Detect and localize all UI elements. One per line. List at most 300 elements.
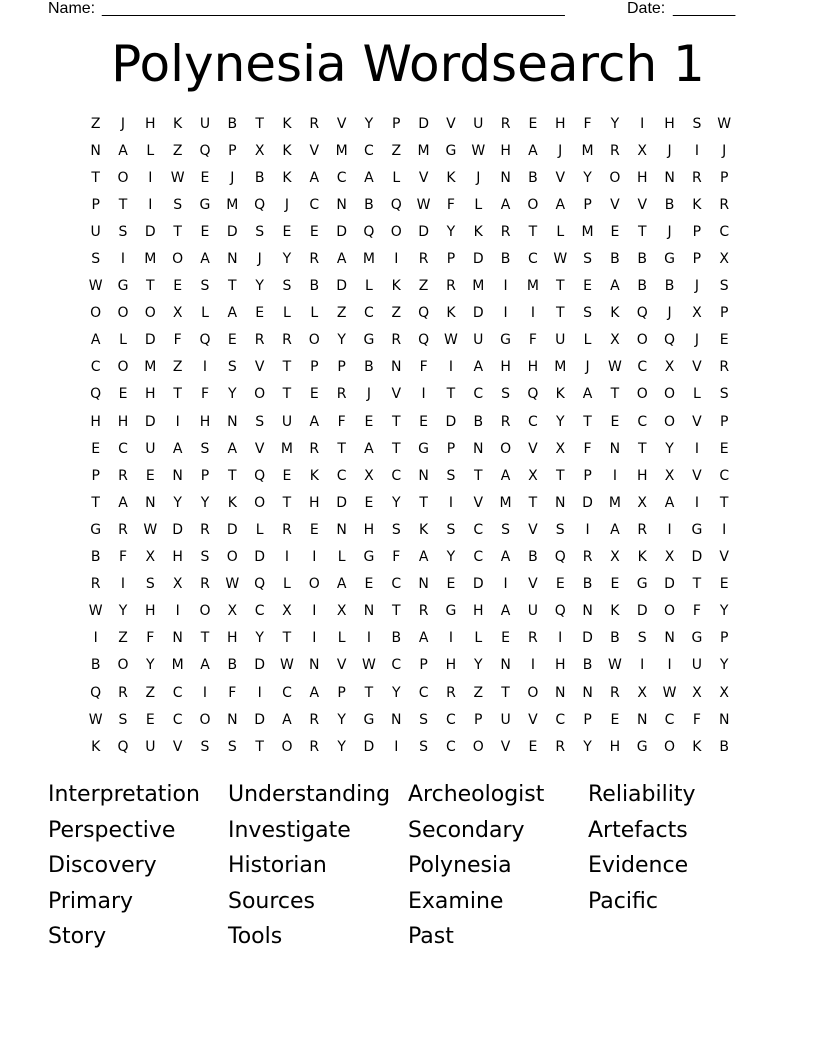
grid-letter: I [202,684,208,701]
grid-letter: Y [473,657,483,674]
grid-letter: R [118,521,128,538]
word-list-item: Perspective [48,817,176,843]
grid-letter: S [118,711,128,728]
grid-letter: D [691,549,703,566]
grid-letter: I [448,359,453,376]
grid-letter: F [200,386,209,403]
grid-letter: H [199,413,211,430]
grid-letter: V [528,521,538,538]
grid-letter: D [254,711,266,728]
grid-letter: S [227,359,237,376]
grid-letter: S [583,305,593,322]
grid-letter: Y [446,223,456,240]
grid-letter: Z [90,115,101,132]
grid-letter: O [144,305,156,322]
grid-letter: M [280,440,293,457]
grid-letter: G [445,603,457,620]
grid-letter: O [117,657,129,674]
grid-letter: L [692,386,701,403]
grid-letter: H [472,603,484,620]
grid-letter: I [257,684,262,701]
grid-letter: R [418,251,429,268]
grid-letter: Y [228,386,237,403]
grid-letter: N [582,684,593,701]
grid-letter: J [366,386,372,403]
grid-letter: J [284,196,290,213]
grid-letter: R [446,278,456,295]
grid-letter: L [201,305,209,322]
grid-letter: S [637,630,647,647]
grid-letter: U [145,738,156,755]
grid-letter: I [503,576,508,593]
grid-letter: N [172,630,183,647]
word-list-item: Understanding [228,782,391,807]
grid-letter: T [255,738,264,755]
grid-row [82,598,738,625]
grid-letter: N [664,169,675,186]
grid-letter: M [526,278,539,295]
grid-letter: O [254,494,266,511]
grid-letter: I [202,359,208,376]
grid-letter: E [200,223,210,240]
grid-letter: B [364,196,374,213]
grid-row [82,571,738,598]
word-list-item: Artefacts [588,817,688,843]
grid-letter: H [90,413,101,430]
grid-letter: Y [173,494,182,511]
grid-letter: P [200,467,210,484]
grid-letter: X [227,603,238,620]
grid-letter: S [446,521,456,538]
word-list-item: Discovery [48,853,157,879]
grid-letter: E [583,278,592,295]
grid-letter: Q [418,305,430,322]
grid-letter: E [364,576,374,593]
grid-letter: E [610,223,620,240]
grid-letter: M [144,251,157,268]
grid-letter: N [555,684,566,701]
grid-letter: X [172,305,183,322]
grid-letter: N [636,711,648,728]
grid-letter: T [473,467,483,484]
grid-letter: L [365,278,373,295]
grid-letter: C [446,711,456,728]
grid-letter: N [363,603,375,620]
grid-letter: X [610,549,620,566]
grid-letter: P [692,251,702,268]
grid-row [82,273,738,300]
grid-letter: X [145,549,156,566]
grid-letter: A [200,657,210,674]
grid-letter: B [610,251,620,268]
grid-letter: A [282,711,292,728]
grid-letter: N [90,142,101,159]
grid-letter: T [692,576,702,593]
grid-letter: U [473,115,484,132]
grid-letter: S [719,278,729,295]
grid-letter: Y [610,115,620,132]
grid-letter: R [528,630,538,647]
grid-letter: A [528,142,538,159]
grid-row [82,381,738,408]
grid-letter: G [90,521,102,538]
grid-letter: W [471,142,486,159]
grid-letter: K [309,467,319,484]
grid-letter: O [199,711,211,728]
grid-letter: E [419,413,429,430]
grid-letter: V [500,738,511,755]
word-list-item: Historian [228,853,327,879]
grid-letter: S [583,251,593,268]
grid-letter: H [554,657,566,674]
grid-letter: C [473,549,484,566]
grid-letter: E [719,332,729,349]
grid-letter: U [145,440,156,457]
grid-letter: W [88,603,103,620]
grid-letter: G [445,142,457,159]
grid-letter: M [608,494,621,511]
grid-letter: B [637,251,648,268]
grid-letter: X [719,684,729,701]
grid-letter: V [637,196,648,213]
grid-letter: R [500,115,511,132]
grid-letter: M [362,251,375,268]
grid-letter: W [88,278,103,295]
grid-letter: E [719,440,729,457]
grid-letter: I [148,196,153,213]
grid-letter: T [91,169,100,186]
grid-letter: E [364,494,374,511]
grid-letter: I [284,549,290,566]
grid-letter: N [391,359,402,376]
grid-row [82,245,738,272]
word-list-item: Examine [408,888,504,914]
grid-letter: V [528,440,538,457]
grid-letter: A [227,305,238,322]
grid-letter: R [500,413,511,430]
grid-letter: J [694,278,699,295]
grid-letter: I [394,251,399,268]
grid-row [82,516,738,543]
grid-letter: R [555,738,566,755]
grid-letter: E [282,467,292,484]
word-list-item: Tools [228,924,283,950]
grid-letter: I [93,630,98,647]
grid-letter: C [719,467,730,484]
grid-letter: T [255,115,264,132]
grid-letter: M [499,494,512,511]
grid-letter: R [500,223,511,240]
grid-letter: A [418,549,429,566]
grid-letter: I [530,657,535,674]
grid-letter: G [363,711,375,728]
grid-letter: V [336,115,347,132]
word-list [48,777,768,955]
grid-letter: Y [719,603,729,620]
grid-letter: O [390,223,402,240]
grid-letter: B [391,630,402,647]
grid-letter: I [312,549,317,566]
grid-letter: K [692,196,702,213]
grid-letter: O [117,169,129,186]
grid-letter: S [200,440,210,457]
grid-letter: F [146,630,155,647]
grid-letter: Q [117,738,129,755]
grid-letter: O [527,196,539,213]
grid-letter: S [255,223,265,240]
grid-letter: X [692,305,702,322]
grid-letter: X [528,467,538,484]
word-list-item: Past [408,924,454,950]
grid-letter: Y [583,738,592,755]
grid-letter: S [200,278,210,295]
grid-letter: U [527,603,539,620]
grid-row [82,191,738,218]
grid-letter: I [366,630,372,647]
grid-letter: G [117,278,129,295]
grid-letter: H [145,603,156,620]
grid-letter: T [364,684,374,701]
grid-letter: D [582,630,593,647]
word-list-item: Evidence [588,853,689,879]
grid-letter: H [145,115,156,132]
grid-letter: Z [145,684,156,701]
grid-letter: D [418,223,429,240]
grid-letter: T [446,386,456,403]
grid-letter: G [636,576,648,593]
grid-letter: H [445,657,457,674]
grid-letter: K [446,305,456,322]
grid-letter: P [337,359,346,376]
grid-letter: D [636,603,648,620]
grid-letter: T [501,684,510,701]
grid-letter: Z [336,305,347,322]
grid-letter: T [228,278,237,295]
grid-letter: W [416,196,431,213]
grid-letter: C [90,359,101,376]
grid-letter: I [448,494,453,511]
grid-letter: A [500,603,511,620]
grid-letter: D [144,413,156,430]
grid-letter: M [581,142,594,159]
grid-letter: N [500,657,511,674]
word-list-item: Archeologist [408,782,545,807]
grid-letter: P [719,413,729,430]
grid-letter: S [145,576,155,593]
grid-letter: P [474,711,483,728]
grid-letter: G [199,196,211,213]
grid-letter: O [636,386,648,403]
grid-letter: N [336,521,347,538]
grid-letter: O [90,305,102,322]
grid-letter: B [582,657,593,674]
grid-letter: H [117,413,129,430]
grid-letter: X [637,684,648,701]
grid-letter: C [364,142,374,159]
grid-letter: M [226,196,239,213]
grid-letter: B [664,196,675,213]
grid-letter: A [227,440,238,457]
grid-letter: E [610,576,620,593]
grid-letter: F [692,603,701,620]
grid-letter: E [227,332,237,349]
grid-letter: C [446,738,456,755]
grid-letter: D [226,521,238,538]
grid-row [82,218,738,245]
grid-letter: Y [118,603,128,620]
grid-letter: C [637,359,648,376]
grid-letter: Q [664,332,676,349]
grid-letter: T [528,494,538,511]
grid-letter: I [558,630,563,647]
grid-letter: S [200,738,210,755]
grid-letter: M [472,278,485,295]
grid-letter: B [528,549,538,566]
grid-letter: O [664,413,676,430]
grid-letter: H [554,115,566,132]
grid-letter: T [555,305,565,322]
grid-letter: I [640,115,645,132]
grid-letter: C [172,684,183,701]
grid-letter: D [336,278,347,295]
grid-letter: N [227,413,238,430]
grid-row [82,462,738,489]
grid-letter: A [364,169,374,186]
grid-letter: I [148,169,153,186]
grid-letter: T [173,386,182,403]
grid-letter: M [554,359,567,376]
grid-letter: A [172,440,183,457]
grid-letter: K [173,115,183,132]
grid-letter: R [90,576,101,593]
grid-letter: K [227,494,237,511]
grid-letter: N [391,711,402,728]
grid-letter: B [90,657,101,674]
grid-letter: I [448,630,453,647]
grid-letter: A [309,413,320,430]
grid-letter: Z [391,142,402,159]
grid-letter: E [118,386,128,403]
grid-letter: C [282,684,292,701]
grid-letter: E [719,576,729,593]
grid-letter: D [144,223,156,240]
grid-letter: P [91,196,100,213]
grid-letter: W [717,115,732,132]
grid-letter: A [309,169,320,186]
grid-letter: S [173,196,183,213]
grid-letter: W [662,684,677,701]
grid-letter: K [419,521,429,538]
grid-letter: U [500,711,511,728]
grid-letter: V [692,467,702,484]
grid-letter: X [555,440,566,457]
grid-letter: Q [418,332,430,349]
grid-letter: X [692,684,702,701]
grid-letter: C [391,576,402,593]
grid-letter: S [200,549,210,566]
grid-letter: A [500,549,511,566]
grid-letter: Y [337,711,346,728]
grid-letter: V [610,196,620,213]
grid-letter: S [446,467,456,484]
grid-letter: T [637,223,647,240]
page-title: Polynesia Wordsearch 1 [111,35,705,93]
grid-letter: R [200,576,210,593]
grid-letter: L [474,196,483,213]
grid-letter: P [228,142,237,159]
grid-letter: E [200,169,210,186]
grid-letter: N [555,494,566,511]
grid-letter: Q [363,223,375,240]
grid-letter: J [667,305,672,322]
grid-letter: F [173,332,182,349]
grid-letter: C [118,440,128,457]
grid-letter: O [500,440,512,457]
grid-letter: Z [172,359,183,376]
grid-letter: S [255,413,265,430]
grid-letter: I [175,413,180,430]
grid-letter: R [309,440,320,457]
grid-letter: T [282,494,292,511]
grid-letter: B [719,738,730,755]
grid-row [82,544,738,571]
date-field: _______ [673,0,736,17]
grid-letter: Q [527,386,539,403]
grid-letter: T [391,413,401,430]
grid-letter: L [337,630,346,647]
grid-letter: A [500,196,511,213]
grid-letter: Q [554,549,566,566]
grid-letter: E [555,576,565,593]
grid-letter: F [583,440,592,457]
grid-letter: P [583,196,592,213]
grid-letter: R [309,711,320,728]
header-line [48,0,748,20]
grid-letter: V [555,169,566,186]
grid-letter: B [364,359,374,376]
grid-letter: R [118,684,128,701]
grid-letter: H [527,359,539,376]
grid-letter: Q [199,142,211,159]
grid-letter: Y [282,251,292,268]
grid-letter: I [612,467,617,484]
grid-letter: P [419,657,428,674]
grid-letter: T [637,440,647,457]
grid-letter: C [172,711,183,728]
grid-row [82,327,738,354]
grid-letter: Y [665,440,674,457]
grid-row [82,706,738,733]
grid-letter: Q [254,576,266,593]
grid-letter: J [585,359,590,376]
grid-letter: J [120,115,126,132]
grid-letter: C [473,521,484,538]
grid-letter: W [225,576,240,593]
grid-letter: C [528,251,538,268]
grid-letter: Z [418,278,429,295]
grid-letter: N [309,657,320,674]
grid-letter: N [336,196,347,213]
grid-letter: V [309,142,320,159]
grid-letter: V [719,549,729,566]
grid-letter: L [583,332,592,349]
grid-letter: T [282,386,292,403]
grid-letter: V [692,359,702,376]
grid-letter: R [582,549,593,566]
grid-letter: V [418,169,429,186]
grid-letter: K [91,738,101,755]
grid-letter: C [254,603,265,620]
